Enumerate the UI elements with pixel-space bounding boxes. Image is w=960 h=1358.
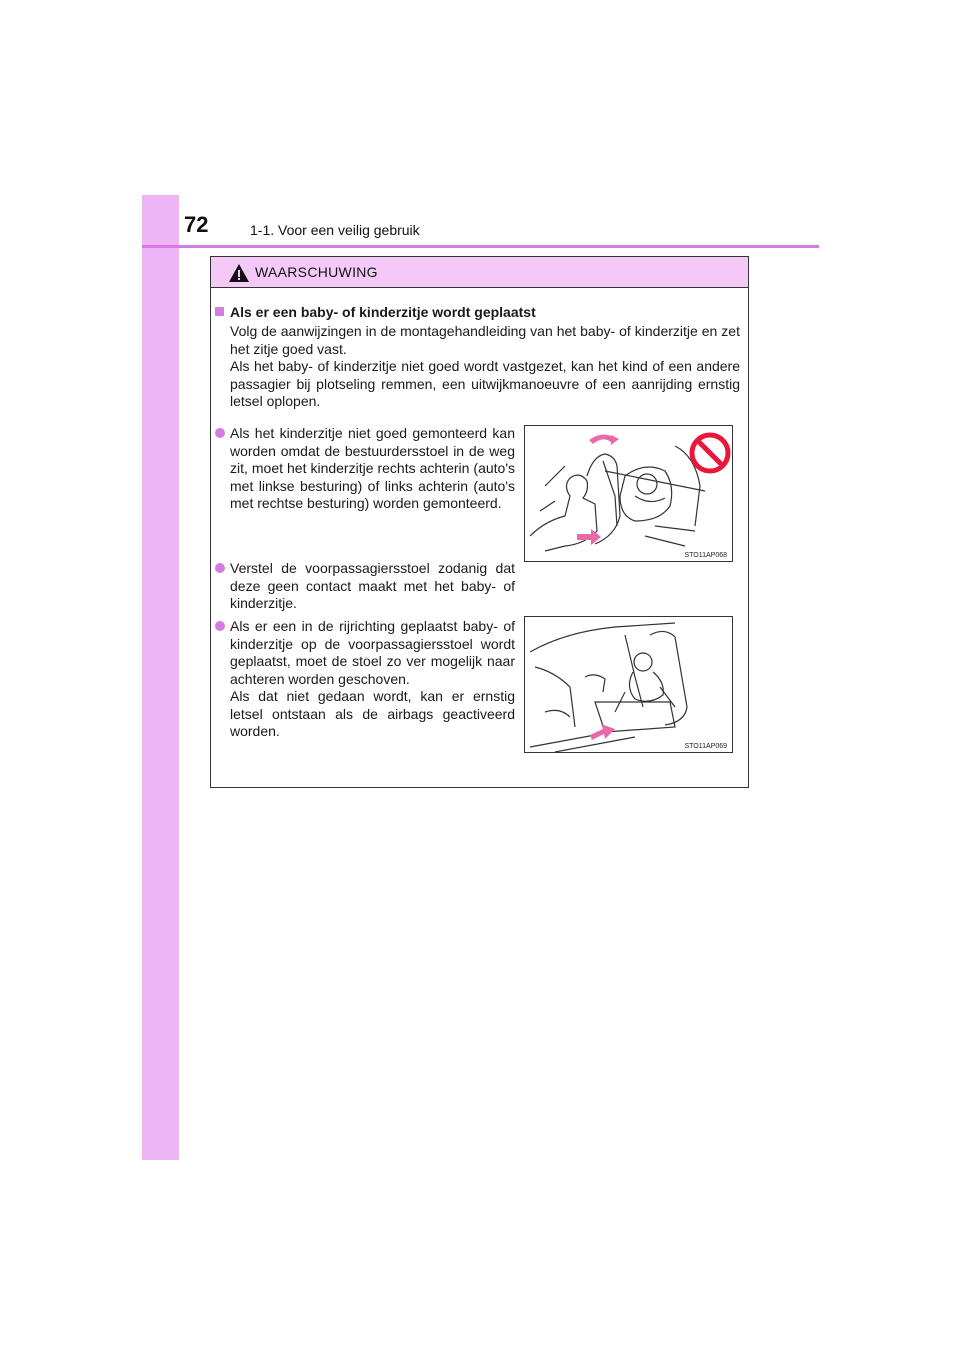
section-title: 1-1. Voor een veilig gebruik <box>250 222 420 238</box>
warning-subheading <box>215 304 536 320</box>
side-tab-strip <box>142 195 179 1160</box>
illustration-code: STO11AP069 <box>684 743 727 750</box>
intro-text <box>230 323 740 411</box>
prohibited-icon <box>692 435 728 471</box>
seat-back-drawing <box>525 617 732 752</box>
illustration-seat-conflict <box>524 425 733 562</box>
bullet-item <box>215 425 515 513</box>
bullet-dot-icon <box>215 563 225 573</box>
bullet-item <box>215 618 515 741</box>
bullet-dot-icon <box>215 621 225 631</box>
bullet-item <box>215 560 515 613</box>
intro-paragraph: Als het baby- of kinderzitje niet goed wordt vastgezet, kan het kind of een andere passagier bij plotseling remmen, een uitwijkmanoeuvre of een aanrijding ernstig letsel oplopen. <box>230 358 740 409</box>
illustration-seat-back <box>524 616 733 753</box>
illustration-code: STO11AP068 <box>684 552 727 559</box>
page-number: 72 <box>184 212 209 237</box>
warning-box <box>210 256 749 788</box>
bullet-text: Als het kinderzitje niet goed gemonteerd kan worden omdat de bestuurdersstoel in de weg zit, moet het kinderzitje rechts achterin (auto's met linkse besturing) of links achterin (auto's met rechtse besturing) worden gemonteerd. <box>230 425 515 511</box>
bullet-text: Als dat niet gedaan wordt, kan er ernstig letsel ontstaan als de airbags geactiveerd worden. <box>230 688 515 739</box>
bullet-text: Verstel de voorpassagiersstoel zodanig dat deze geen contact maakt met het baby- of kinderzitje. <box>230 560 515 611</box>
square-bullet-icon <box>215 307 224 316</box>
warning-title: WAARSCHUWING <box>255 264 378 280</box>
bullet-dot-icon <box>215 428 225 438</box>
warning-header <box>211 257 748 288</box>
intro-paragraph: Volg de aanwijzingen in de montagehandleiding van het baby- of kinderzitje en zet het zitje goed vast. <box>230 323 740 357</box>
bullet-text: Als er een in de rijrichting geplaatst baby- of kinderzitje op de voorpassagiersstoel wordt geplaatst, moet de stoel zo ver mogelijk naar achteren worden geschoven. <box>230 618 515 687</box>
seat-conflict-drawing <box>525 426 732 561</box>
warning-triangle-icon <box>228 263 250 283</box>
subheading-text: Als er een baby- of kinderzitje wordt geplaatst <box>230 304 536 320</box>
header-divider <box>142 245 819 248</box>
